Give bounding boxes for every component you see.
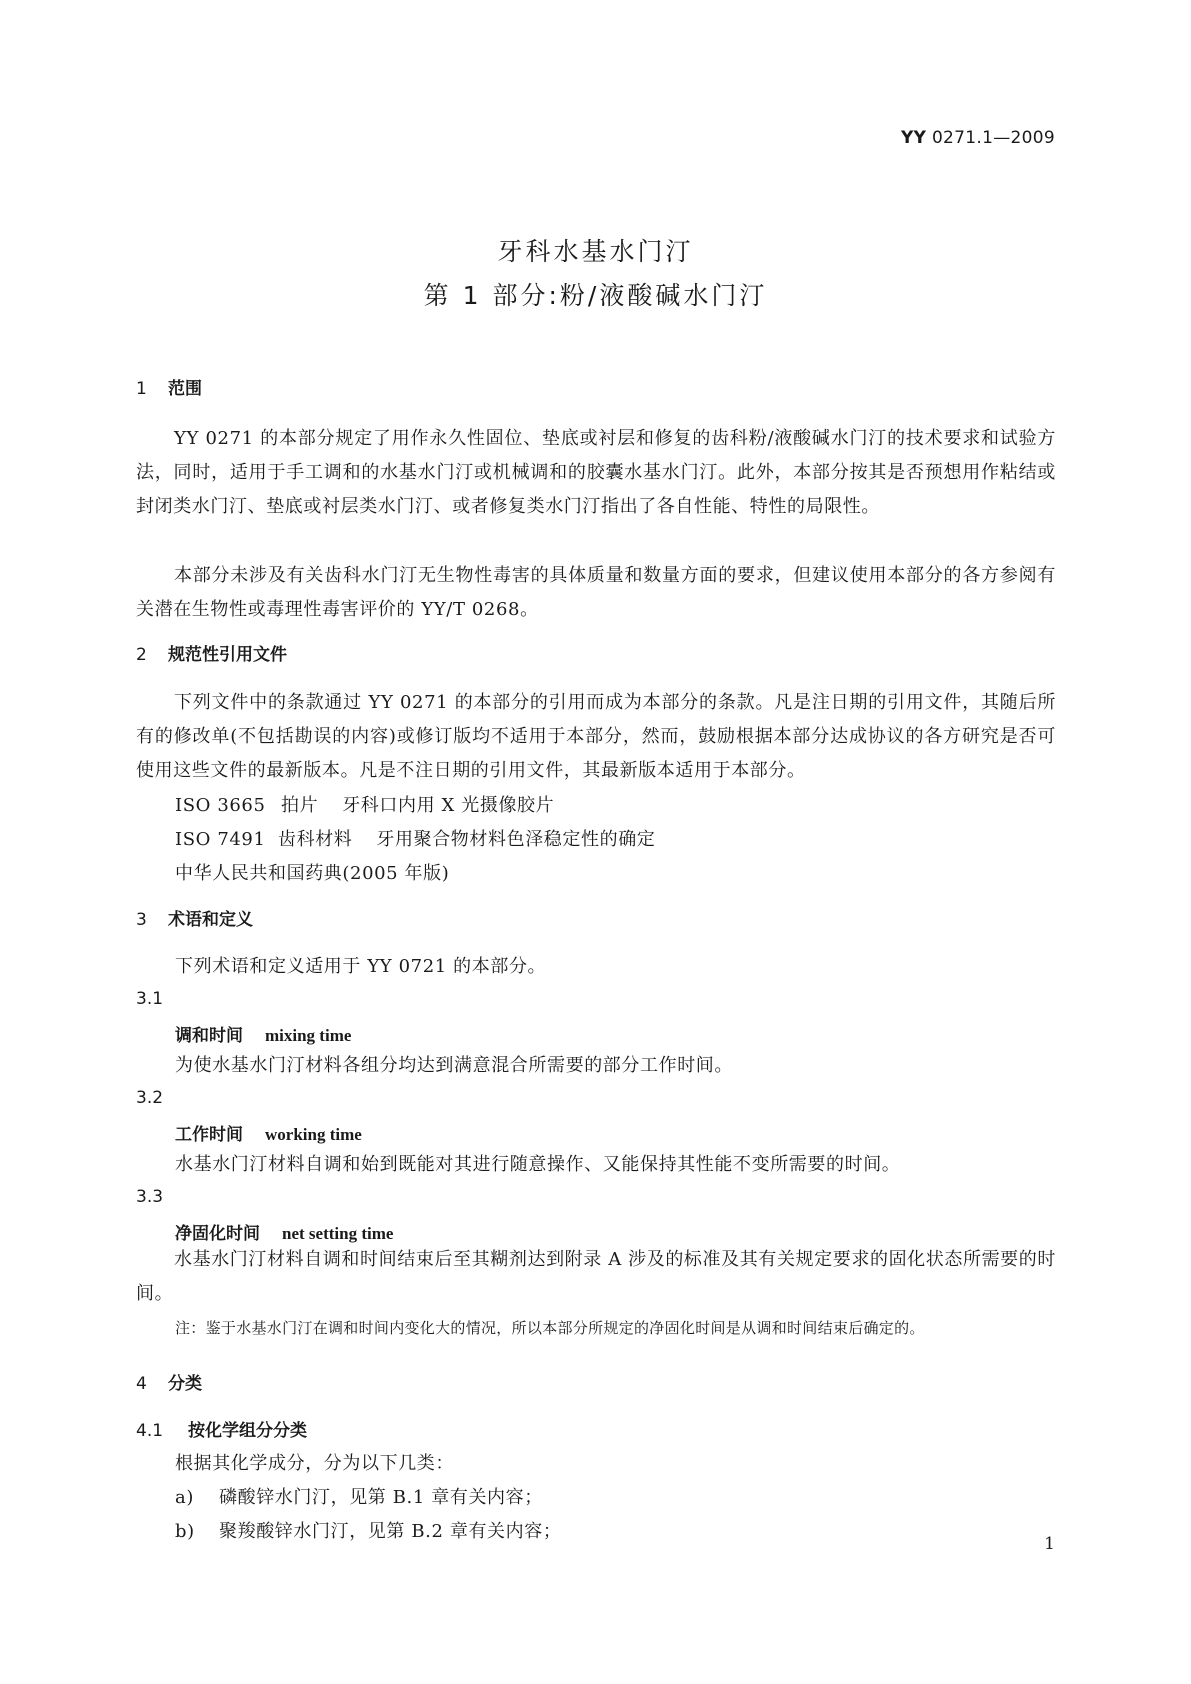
reference-item-pharmacopoeia: 中华人民共和国药典(2005 年版): [175, 863, 450, 884]
subsection-title: 按化学组分分类: [188, 1421, 307, 1441]
section-2-paragraph: 下列文件中的条款通过 YY 0271 的本部分的引用而成为本部分的条款。凡是注日期的引用文件，其随后所有的修改单(不包括勘误的内容)或修订版均不适用于本部分，然而，鼓励根据本部分达成协议的各方研究是否可使用这些文件的最新版本。凡是不注日期的引用文件，其最新版本适用于本部分。: [136, 692, 1056, 781]
term-chinese: 净固化时间: [175, 1224, 260, 1244]
section-title: 规范性引用文件: [168, 645, 287, 665]
list-item-label: b): [175, 1521, 195, 1542]
reference-title-a: 齿科材料: [278, 829, 353, 850]
term-number: 3.2: [136, 1088, 164, 1108]
standard-number: 0271.1—2009: [931, 128, 1055, 148]
reference-title-a: 拍片: [281, 795, 319, 816]
list-item-label: a): [175, 1487, 194, 1508]
reference-item: [175, 791, 554, 817]
term-english: working time: [265, 1125, 362, 1144]
section-title: 分类: [168, 1374, 202, 1394]
list-item: [175, 1483, 543, 1509]
section-4-heading: [136, 1369, 202, 1394]
reference-code: ISO 3665: [175, 795, 266, 816]
term-definition: 水基水门汀材料自调和时间结束后至其糊剂达到附录 A 涉及的标准及其有关规定要求的固化状态所需要的时间。: [136, 1249, 1056, 1304]
standard-code: [901, 128, 1055, 148]
reference-item: [175, 825, 655, 851]
section-1-paragraph-2: 本部分未涉及有关齿科水门汀无生物性毒害的具体质量和数量方面的要求，但建议使用本部分的各方参阅有关潜在生物性或毒理性毒害评价的 YY/T 0268。: [136, 565, 1056, 620]
term-chinese: 工作时间: [175, 1125, 243, 1145]
section-3-heading: [136, 905, 253, 930]
term-number: 3.3: [136, 1187, 164, 1207]
section-3-intro: 下列术语和定义适用于 YY 0721 的本部分。: [175, 956, 547, 977]
section-2-heading: [136, 640, 287, 665]
term-english: mixing time: [265, 1026, 352, 1045]
section-title: 术语和定义: [168, 910, 253, 930]
document-title-line1: 牙科水基水门汀: [497, 237, 694, 266]
list-item-text: 聚羧酸锌水门汀，见第 B.2 章有关内容；: [219, 1521, 562, 1542]
document-title-line2: 第 1 部分:粉/液酸碱水门汀: [423, 281, 768, 310]
section-title: 范围: [168, 379, 202, 399]
reference-title-b: 牙用聚合物材料色泽稳定性的确定: [376, 829, 656, 850]
section-number: 4: [136, 1374, 147, 1394]
term-number: 3.1: [136, 989, 164, 1009]
subsection-intro: 根据其化学成分，分为以下几类：: [175, 1453, 454, 1474]
section-1-heading: [136, 374, 202, 399]
term-heading: [175, 1219, 393, 1244]
subsection-number: 4.1: [136, 1421, 164, 1441]
section-number: 2: [136, 645, 147, 665]
reference-title-b: 牙科口内用 X 光摄像胶片: [342, 795, 555, 816]
note: 注：鉴于水基水门汀在调和时间内变化大的情况，所以本部分所规定的净固化时间是从调和时间结束后确定的。: [175, 1319, 925, 1337]
reference-code: ISO 7491: [175, 829, 266, 850]
term-definition: 为使水基水门汀材料各组分均达到满意混合所需要的部分工作时间。: [175, 1055, 733, 1076]
page-number: 1: [1044, 1534, 1055, 1554]
section-number: 3: [136, 910, 147, 930]
section-number: 1: [136, 379, 147, 399]
list-item-text: 磷酸锌水门汀，见第 B.1 章有关内容；: [219, 1487, 543, 1508]
subsection-4-1-heading: [136, 1416, 307, 1441]
term-heading: [175, 1120, 362, 1145]
section-1-paragraph-1: YY 0271 的本部分规定了用作永久性固位、垫底或衬层和修复的齿科粉/液酸碱水门汀的技术要求和试验方法，同时，适用于手工调和的水基水门汀或机械调和的胶囊水基水门汀。此外，本部分按其是否预想用作粘结或封闭类水门汀、垫底或衬层类水门汀、或者修复类水门汀指出了各自性能、特性的局限性。: [136, 428, 1056, 517]
list-item: [175, 1517, 561, 1543]
term-heading: [175, 1021, 351, 1046]
standard-prefix: YY: [900, 128, 927, 148]
term-definition: 水基水门汀材料自调和始到既能对其进行随意操作、又能保持其性能不变所需要的时间。: [175, 1154, 901, 1175]
term-english: net setting time: [282, 1224, 394, 1243]
term-chinese: 调和时间: [175, 1026, 243, 1046]
